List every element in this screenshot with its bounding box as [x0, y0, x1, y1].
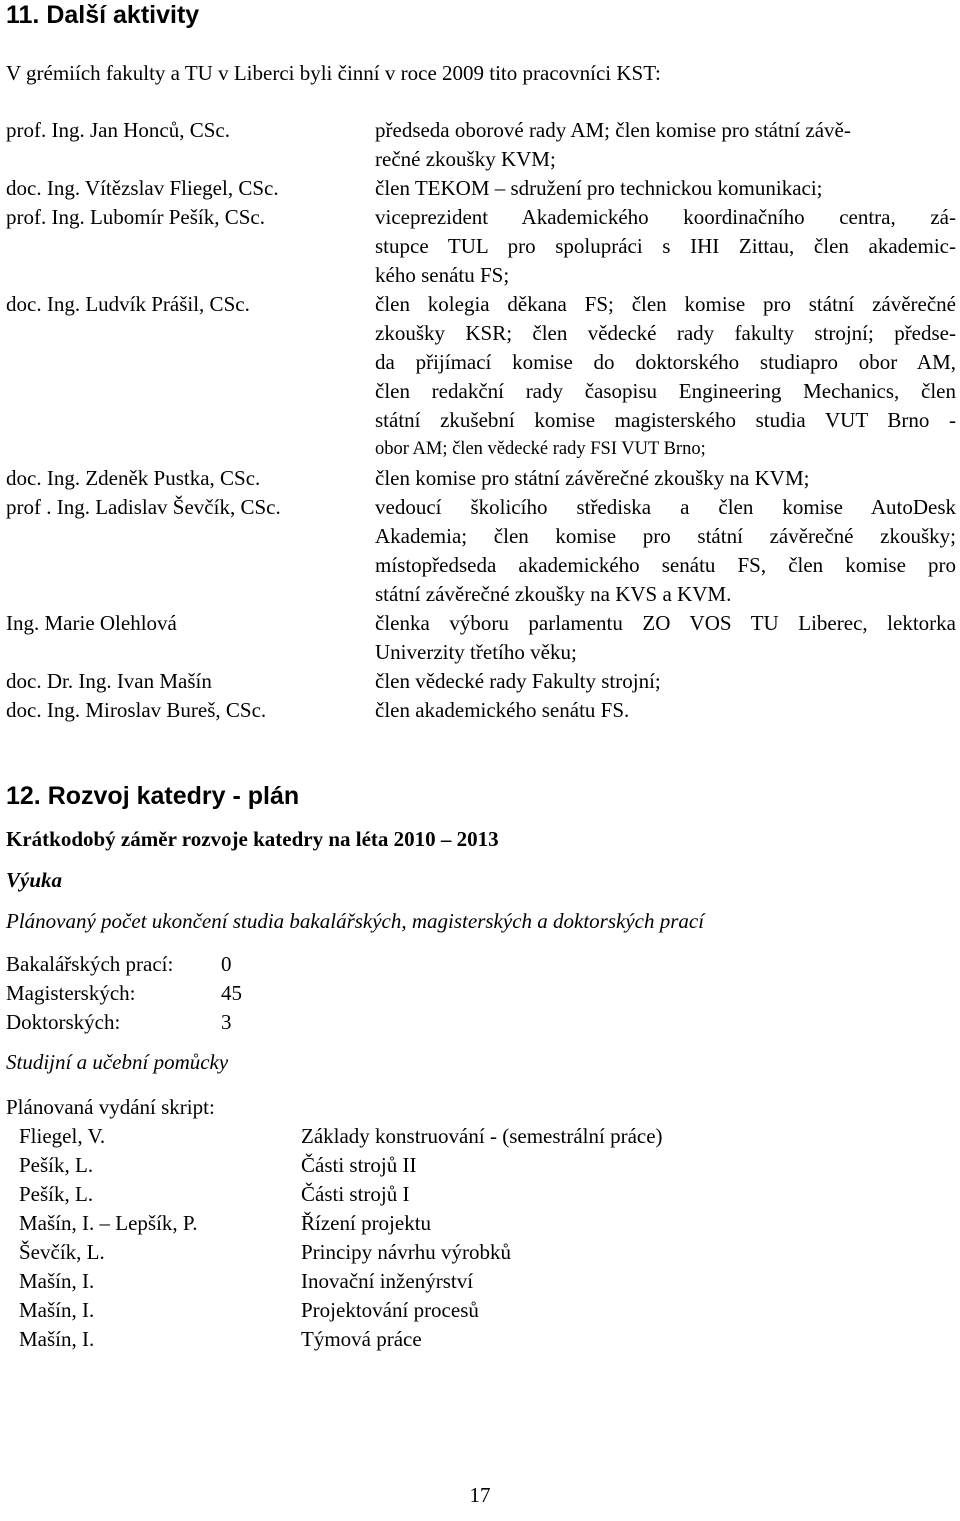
count-value: 3	[221, 1010, 232, 1034]
script-title: Části strojů II	[301, 1153, 417, 1177]
count-label: Bakalářských prací:	[6, 952, 174, 976]
script-author: Mašín, I. – Lepšík, P.	[19, 1211, 198, 1235]
member-role	[375, 667, 956, 696]
script-title: Inovační inženýrství	[301, 1269, 474, 1293]
member-role	[375, 609, 956, 667]
member-row	[6, 174, 956, 203]
role-line: zkoušky KSR; člen vědecké rady fakulty strojní; předse-	[375, 321, 956, 345]
script-author: Ševčík, L.	[19, 1240, 105, 1264]
script-row	[6, 1180, 663, 1209]
script-row	[6, 1209, 663, 1238]
thesis-counts	[6, 950, 261, 1037]
role-line: předseda oborové rady AM; člen komise pro státní závě-	[375, 118, 851, 142]
member-name: doc. Ing. Vítězslav Fliegel, CSc.	[6, 176, 279, 200]
member-row	[6, 609, 956, 667]
count-row	[6, 950, 261, 979]
member-name: doc. Ing. Miroslav Bureš, CSc.	[6, 698, 267, 722]
member-name: doc. Ing. Zdeněk Pustka, CSc.	[6, 466, 261, 490]
member-role	[375, 493, 956, 609]
planned-heading: Plánovaný počet ukončení studia bakalářských, magisterských a doktorských prací	[6, 909, 705, 933]
role-line: místopředseda akademického senátu FS, člen komise pro	[375, 553, 956, 577]
script-author: Mašín, I.	[19, 1269, 95, 1293]
member-role	[375, 696, 956, 725]
member-row	[6, 464, 956, 493]
member-row	[6, 290, 956, 464]
role-line: obor AM; člen vědecké rady FSI VUT Brno;	[375, 439, 706, 459]
script-author: Fliegel, V.	[19, 1124, 106, 1148]
role-line: člen TEKOM – sdružení pro technickou komunikaci;	[375, 176, 823, 200]
page-number: 17	[469, 1483, 491, 1507]
member-role	[375, 464, 956, 493]
role-line: viceprezident Akademického koordinačního centra, zá-	[375, 205, 956, 229]
role-line: člen akademického senátu FS.	[375, 698, 630, 722]
section-11-title: 11. Další aktivity	[6, 1, 200, 29]
script-row	[6, 1151, 663, 1180]
member-row	[6, 203, 956, 290]
member-row	[6, 116, 956, 174]
member-name: doc. Dr. Ing. Ivan Mašín	[6, 669, 212, 693]
role-line: Univerzity třetího věku;	[375, 640, 577, 664]
script-author: Mašín, I.	[19, 1327, 95, 1351]
count-value: 0	[221, 952, 232, 976]
role-line: Akademia; člen komise pro státní závěrečné zkoušky;	[375, 524, 956, 548]
script-row	[6, 1325, 663, 1354]
member-role	[375, 116, 956, 174]
section-12-subtitle: Krátkodobý záměr rozvoje katedry na léta 2010 – 2013	[6, 827, 499, 851]
count-label: Doktorských:	[6, 1010, 121, 1034]
role-line: člen komise pro státní závěrečné zkoušky na KVM;	[375, 466, 810, 490]
role-line: člen kolegia děkana FS; člen komise pro státní závěrečné	[375, 292, 956, 316]
member-name: prof. Ing. Lubomír Pešík, CSc.	[6, 205, 265, 229]
role-line: kého senátu FS;	[375, 263, 510, 287]
member-name: doc. Ing. Ludvík Prášil, CSc.	[6, 292, 250, 316]
script-row	[6, 1238, 663, 1267]
count-value: 45	[221, 981, 242, 1005]
script-title: Týmová práce	[301, 1327, 422, 1351]
role-line: stupce TUL pro spolupráci s IHI Zittau, člen akademic-	[375, 234, 956, 258]
script-author: Pešík, L.	[19, 1182, 94, 1206]
role-line: členka výboru parlamentu ZO VOS TU Liberec, lektorka	[375, 611, 956, 635]
script-title: Řízení projektu	[301, 1211, 432, 1235]
member-name: Ing. Marie Olehlová	[6, 611, 177, 635]
script-row	[6, 1122, 663, 1151]
section-11-intro: V grémiích fakulty a TU v Liberci byli činní v roce 2009 tito pracovníci KST:	[6, 61, 661, 85]
members-list	[6, 116, 956, 725]
role-line: státní závěrečné zkoušky na KVS a KVM.	[375, 582, 732, 606]
member-role	[375, 290, 956, 464]
count-row	[6, 1008, 261, 1037]
script-title: Projektování procesů	[301, 1298, 479, 1322]
script-title: Části strojů I	[301, 1182, 410, 1206]
member-name: prof . Ing. Ladislav Ševčík, CSc.	[6, 495, 281, 519]
teaching-heading: Výuka	[6, 868, 63, 892]
role-line: rečné zkoušky KVM;	[375, 147, 556, 171]
script-row	[6, 1296, 663, 1325]
script-author: Mašín, I.	[19, 1298, 95, 1322]
role-line: člen vědecké rady Fakulty strojní;	[375, 669, 661, 693]
script-title: Principy návrhu výrobků	[301, 1240, 511, 1264]
member-row	[6, 667, 956, 696]
role-line: vedoucí školicího střediska a člen komise AutoDesk	[375, 495, 956, 519]
section-12-title: 12. Rozvoj katedry - plán	[6, 782, 300, 810]
member-row	[6, 696, 956, 725]
role-line: státní zkušební komise magisterského studia VUT Brno -	[375, 408, 956, 432]
scripts-list	[6, 1093, 663, 1354]
count-label: Magisterských:	[6, 981, 136, 1005]
scripts-label: Plánovaná vydání skript:	[6, 1095, 215, 1119]
member-name: prof. Ing. Jan Honců, CSc.	[6, 118, 230, 142]
script-title: Základy konstruování - (semestrální práce)	[301, 1124, 663, 1148]
member-role	[375, 203, 956, 290]
aids-heading: Studijní a učební pomůcky	[6, 1050, 229, 1074]
member-row	[6, 493, 956, 609]
script-author: Pešík, L.	[19, 1153, 94, 1177]
script-row	[6, 1267, 663, 1296]
role-line: člen redakční rady časopisu Engineering Mechanics, člen	[375, 379, 956, 403]
member-role	[375, 174, 956, 203]
role-line: da přijímací komise do doktorského studiapro obor AM,	[375, 350, 956, 374]
count-row	[6, 979, 261, 1008]
